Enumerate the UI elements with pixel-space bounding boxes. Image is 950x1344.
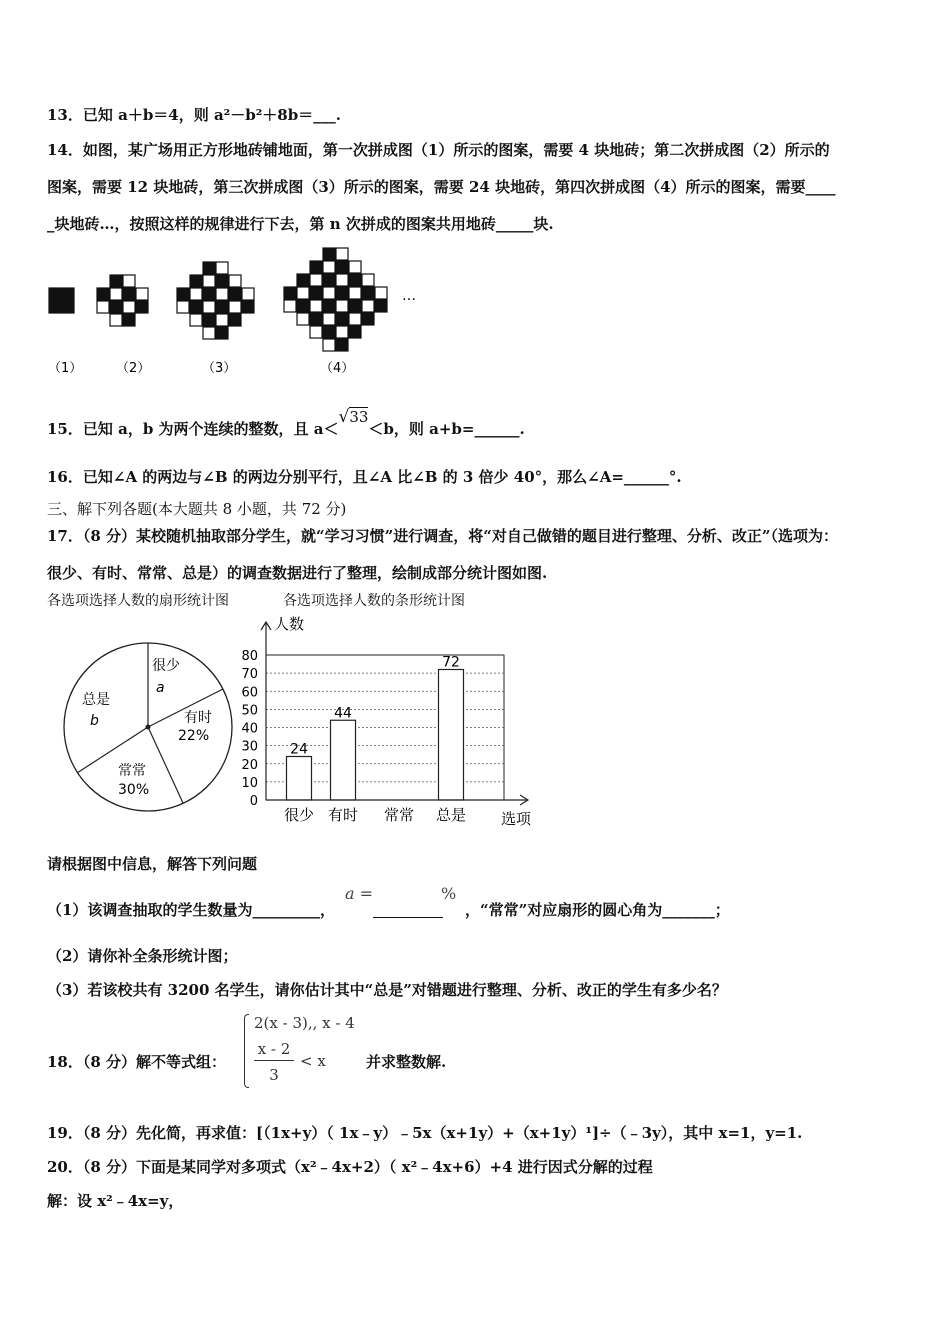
q15-pre: 15．已知 a，b 为两个连续的整数，且 a＜ — [47, 420, 339, 438]
tile-label-3: （3） — [202, 361, 237, 376]
tile — [362, 313, 374, 325]
tile — [216, 288, 228, 300]
y-tick-label: 0 — [249, 794, 258, 809]
pie-value-a: a — [156, 680, 165, 696]
tile — [62, 288, 74, 300]
tile — [216, 301, 228, 313]
pie-value-30: 30% — [118, 782, 150, 798]
tile — [97, 301, 109, 313]
tile — [323, 326, 335, 338]
inequality-2-rhs: < x — [300, 1052, 326, 1070]
tile — [190, 275, 202, 287]
pie-chart — [60, 640, 240, 820]
section-3-heading: 三、解下列各题(本大题共 8 小题，共 72 分) — [47, 500, 347, 518]
tile — [349, 287, 361, 299]
x-tick-label: 很少 — [283, 806, 315, 824]
tile — [229, 314, 241, 326]
y-tick-label: 40 — [241, 721, 258, 737]
question-13: 13．已知 a＋b＝4，则 a²－b²＋8b＝___. — [47, 106, 341, 124]
tile — [97, 288, 109, 300]
tile — [336, 313, 348, 325]
tile — [203, 288, 215, 300]
x-tick-label: 总是 — [435, 806, 467, 824]
brace — [244, 1014, 249, 1088]
tile-patterns-figure — [40, 240, 440, 380]
q18-post: 并求整数解. — [366, 1053, 447, 1071]
tile — [229, 301, 241, 313]
x-tick-label: 有时 — [327, 806, 359, 824]
fraction-denominator: 3 — [269, 1066, 279, 1084]
tile — [323, 300, 335, 312]
tile — [203, 301, 215, 313]
tile — [310, 261, 322, 273]
bar-value-label: 72 — [442, 654, 460, 671]
tile-label-4: （4） — [320, 361, 355, 376]
tile — [336, 287, 348, 299]
tile — [323, 274, 335, 286]
tile — [349, 274, 361, 286]
tile — [229, 275, 241, 287]
solution-start: 解：设 x²﹣4x=y， — [47, 1192, 184, 1210]
y-tick-label: 10 — [241, 775, 258, 791]
x-axis-label: 选项 — [501, 810, 532, 828]
inequality-1: 2(x - 3),, x - 4 — [254, 1014, 355, 1032]
x-tick-label: 常常 — [383, 806, 415, 824]
inequality-system — [244, 1012, 364, 1088]
q17-sub2: （2）请你补全条形统计图； — [47, 947, 238, 965]
tile — [110, 301, 122, 313]
tile — [336, 248, 348, 260]
tile — [297, 274, 309, 286]
a-formula-blank — [344, 884, 465, 920]
tile — [123, 314, 135, 326]
tile — [177, 301, 189, 313]
tile — [362, 300, 374, 312]
tile — [242, 301, 254, 313]
tile — [62, 301, 74, 313]
tile — [336, 261, 348, 273]
tile — [123, 301, 135, 313]
question-19: 19．（8 分）先化简，再求值：[（1x+y）（ 1x﹣y）﹣5x（x+1y）+（x+1y）¹]÷（﹣3y），其中 x=1，y=1. — [47, 1124, 803, 1142]
pie-label-chang-chang: 常常 — [118, 763, 146, 779]
tile-pattern-3 — [177, 262, 254, 339]
y-tick-label: 30 — [241, 739, 258, 755]
tile-label-1: （1） — [48, 361, 83, 376]
question-17-line1: 17．（8 分）某校随机抽取部分学生，就“学习习惯”进行调查，将“对自己做错的题目进行整理、分析、改正”（选项为： — [47, 527, 839, 545]
tile — [203, 275, 215, 287]
tile — [242, 288, 254, 300]
q17-prompt: 请根据图中信息，解答下列问题 — [47, 855, 258, 873]
q17-sub1 — [47, 884, 730, 920]
tile — [216, 262, 228, 274]
tile-ellipsis: … — [402, 288, 416, 304]
y-tick-label: 60 — [241, 685, 258, 701]
tile — [310, 274, 322, 286]
pie-label-zong-shi: 总是 — [82, 692, 110, 708]
tile — [110, 314, 122, 326]
sqrt-radicand: 33 — [349, 408, 369, 426]
tile — [136, 288, 148, 300]
y-axis-label: 人数 — [274, 615, 305, 633]
tile — [310, 326, 322, 338]
tile — [310, 300, 322, 312]
tile — [349, 326, 361, 338]
tile — [323, 287, 335, 299]
tile — [310, 313, 322, 325]
bar-chart — [236, 610, 546, 830]
tile — [362, 274, 374, 286]
tile — [216, 275, 228, 287]
tile-pattern-1 — [49, 288, 74, 313]
tile — [323, 261, 335, 273]
question-16: 16．已知∠A 的两边与∠B 的两边分别平行，且∠A 比∠B 的 3 倍少 40°，那么∠A=______°. — [47, 468, 682, 486]
tile — [203, 262, 215, 274]
tile — [349, 261, 361, 273]
tile — [136, 301, 148, 313]
pie-value-22: 22% — [178, 728, 210, 744]
fraction-numerator: x - 2 — [257, 1040, 291, 1058]
pie-value-b: b — [90, 713, 99, 729]
bar — [287, 757, 312, 801]
tile — [297, 300, 309, 312]
tile-label-2: （2） — [116, 361, 151, 376]
tile — [123, 288, 135, 300]
tile — [216, 314, 228, 326]
tile — [49, 288, 61, 300]
tile — [216, 327, 228, 339]
tile — [336, 326, 348, 338]
tile — [362, 287, 374, 299]
bar-value-label: 24 — [290, 741, 308, 758]
sqrt-33: √33 — [338, 407, 369, 427]
tile-pattern-2 — [97, 275, 148, 326]
question-14-line3: _块地砖…，按照这样的规律进行下去，第 n 次拼成的图案共用地砖_____块. — [47, 215, 554, 233]
tile — [190, 301, 202, 313]
tile — [336, 339, 348, 351]
tile — [349, 300, 361, 312]
y-tick-label: 50 — [241, 703, 258, 719]
tile — [49, 301, 61, 313]
bar-chart-title: 各选项选择人数的条形统计图 — [283, 593, 465, 609]
tile — [323, 248, 335, 260]
tile — [203, 314, 215, 326]
tile — [110, 275, 122, 287]
tile — [336, 274, 348, 286]
q17-sub3: （3）若该校共有 3200 名学生，请你估计其中“总是”对错题进行整理、分析、改正的学生有多少名？ — [47, 981, 727, 999]
y-tick-label: 80 — [241, 649, 258, 664]
tile — [310, 287, 322, 299]
bar — [439, 670, 464, 801]
tile-pattern-4 — [284, 248, 387, 351]
pie-label-hen-shao: 很少 — [152, 658, 180, 674]
q18-pre: 18．（8 分）解不等式组： — [47, 1053, 227, 1071]
tile — [375, 287, 387, 299]
y-tick-label: 70 — [241, 667, 258, 683]
pie-center — [146, 725, 151, 730]
tile — [323, 339, 335, 351]
q15-post: ＜b，则 a+b=______. — [368, 420, 525, 438]
tile — [190, 314, 202, 326]
tile — [375, 300, 387, 312]
percent-sign: % — [440, 884, 457, 903]
tile — [336, 300, 348, 312]
tile — [349, 313, 361, 325]
tile — [229, 288, 241, 300]
question-20: 20．（8 分）下面是某同学对多项式（x²﹣4x+2）（ x²﹣4x+6）+4 进行因式分解的过程 — [47, 1158, 653, 1176]
q17-sub1-b: ，“常常”对应扇形的圆心角为_______； — [464, 901, 730, 919]
tile — [203, 327, 215, 339]
tile — [297, 313, 309, 325]
tile — [284, 287, 296, 299]
a-equals: a = — [344, 884, 373, 903]
question-15 — [47, 407, 525, 439]
tile — [323, 313, 335, 325]
tile — [110, 288, 122, 300]
tile — [123, 275, 135, 287]
y-tick-label: 20 — [241, 757, 258, 773]
question-14-line1: 14．如图，某广场用正方形地砖铺地面，第一次拼成图（1）所示的图案，需要 4 块地砖；第二次拼成图（2）所示的 — [47, 141, 830, 159]
tile — [284, 300, 296, 312]
question-14-line2: 图案，需要 12 块地砖，第三次拼成图（3）所示的图案，需要 24 块地砖，第四次拼成图（4）所示的图案，需要____ — [47, 178, 836, 196]
tile — [177, 288, 189, 300]
question-17-line2: 很少、有时、常常、总是）的调查数据进行了整理，绘制成部分统计图如图. — [47, 564, 548, 582]
tile — [297, 287, 309, 299]
pie-label-you-shi: 有时 — [184, 710, 212, 726]
tile — [190, 288, 202, 300]
q17-sub1-a: （1）该调查抽取的学生数量为_________， — [47, 901, 335, 919]
pie-chart-title: 各选项选择人数的扇形统计图 — [47, 593, 229, 609]
bar — [331, 720, 356, 800]
bar-value-label: 44 — [334, 705, 352, 722]
